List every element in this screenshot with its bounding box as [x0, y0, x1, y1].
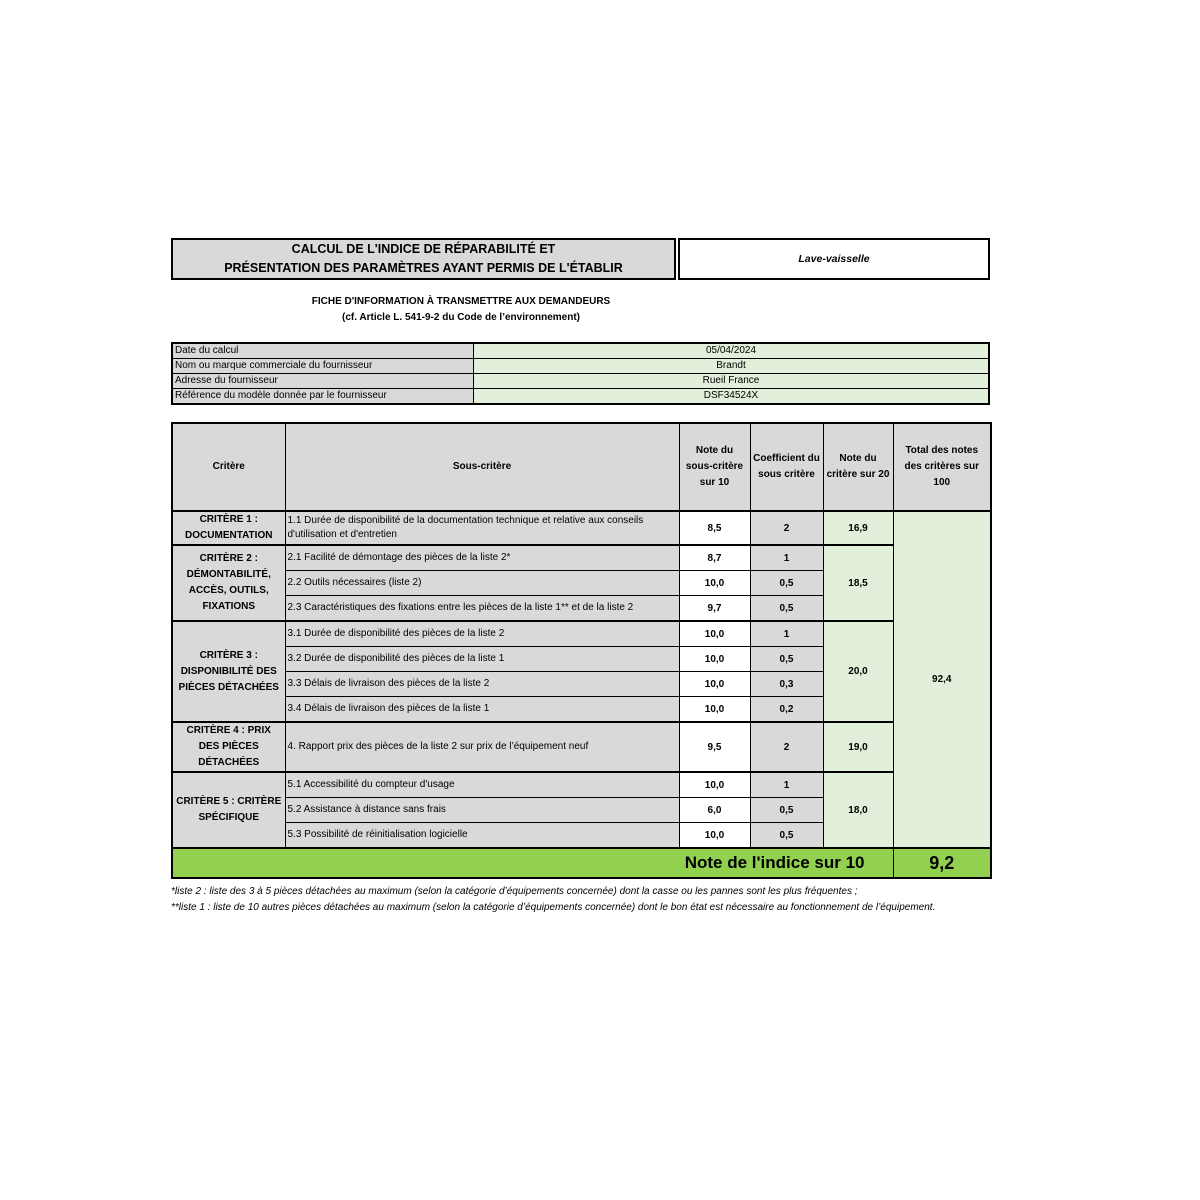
info-row: [172, 343, 989, 359]
header-note-sous-critere: Note du sous-critère sur 10: [679, 423, 750, 511]
header-sous-critere: Sous-critère: [285, 423, 679, 511]
index-footer-row: [172, 848, 991, 878]
header-total: Total des notes des critères sur 100: [893, 423, 991, 511]
table-header-row: [172, 423, 991, 511]
coefficient-cell: 0,5: [750, 596, 823, 622]
sous-critere-cell: 3.2 Durée de disponibilité des pièces de la liste 1: [285, 647, 679, 672]
critere-cell: CRITÈRE 2 : DÉMONTABILITÉ, ACCÈS, OUTILS, FIXATIONS: [172, 545, 285, 621]
note-sous-critere-cell: 10,0: [679, 772, 750, 798]
coefficient-cell: 0,5: [750, 647, 823, 672]
repairability-table: [171, 422, 992, 879]
info-label: Nom ou marque commerciale du fournisseur: [172, 359, 474, 374]
sous-critere-cell: 3.1 Durée de disponibilité des pièces de la liste 2: [285, 621, 679, 647]
info-row: [172, 374, 989, 389]
table-row: [172, 722, 991, 772]
sous-critere-cell: 5.1 Accessibilité du compteur d'usage: [285, 772, 679, 798]
info-value: Rueil France: [474, 374, 990, 389]
info-value: Brandt: [474, 359, 990, 374]
footnote-liste-1: **liste 1 : liste de 10 autres pièces détachées au maximum (selon la catégorie d’équipements concernée) dont le bon état est nécessaire au fonctionnement de l’équipement.: [171, 902, 936, 913]
note-critere-cell: 18,0: [823, 772, 893, 848]
footnote-liste-2: *liste 2 : liste des 3 à 5 pièces détachées au maximum (selon la catégorie d’équipements concernée) dont la casse ou les pannes sont les plus fréquentes ;: [171, 886, 858, 897]
sous-critere-cell: 2.2 Outils nécessaires (liste 2): [285, 571, 679, 596]
coefficient-cell: 0,3: [750, 672, 823, 697]
subtitle-line1: FICHE D'INFORMATION À TRANSMETTRE AUX DEMANDEURS: [311, 296, 611, 307]
sous-critere-cell: 1.1 Durée de disponibilité de la documentation technique et relative aux conseils d'utilisation et d'entretien: [285, 511, 679, 545]
note-sous-critere-cell: 9,5: [679, 722, 750, 772]
note-critere-cell: 19,0: [823, 722, 893, 772]
info-row: [172, 389, 989, 405]
subtitle: [171, 294, 751, 326]
index-value: 9,2: [893, 848, 991, 878]
sous-critere-cell: 5.3 Possibilité de réinitialisation logicielle: [285, 823, 679, 849]
info-value: 05/04/2024: [474, 343, 990, 359]
footnotes: [171, 884, 990, 916]
note-sous-critere-cell: 10,0: [679, 823, 750, 849]
note-sous-critere-cell: 10,0: [679, 621, 750, 647]
info-label: Date du calcul: [172, 343, 474, 359]
sous-critere-cell: 5.2 Assistance à distance sans frais: [285, 798, 679, 823]
header-title: [171, 238, 676, 280]
note-sous-critere-cell: 10,0: [679, 571, 750, 596]
note-critere-cell: 18,5: [823, 545, 893, 621]
note-sous-critere-cell: 10,0: [679, 672, 750, 697]
info-value: DSF34524X: [474, 389, 990, 405]
coefficient-cell: 0,5: [750, 798, 823, 823]
table-row: [172, 621, 991, 647]
product-type: Lave-vaisselle: [678, 238, 990, 280]
coefficient-cell: 1: [750, 545, 823, 571]
header: [171, 238, 990, 280]
total-cell: 92,4: [893, 511, 991, 848]
note-sous-critere-cell: 10,0: [679, 647, 750, 672]
coefficient-cell: 0,2: [750, 697, 823, 723]
supplier-info-table: [171, 342, 990, 405]
coefficient-cell: 0,5: [750, 571, 823, 596]
coefficient-cell: 1: [750, 621, 823, 647]
sous-critere-cell: 4. Rapport prix des pièces de la liste 2 sur prix de l’équipement neuf: [285, 722, 679, 772]
note-critere-cell: 16,9: [823, 511, 893, 545]
critere-cell: CRITÈRE 1 : DOCUMENTATION: [172, 511, 285, 545]
coefficient-cell: 2: [750, 722, 823, 772]
coefficient-cell: 0,5: [750, 823, 823, 849]
sous-critere-cell: 2.3 Caractéristiques des fixations entre les pièces de la liste 1** et de la liste 2: [285, 596, 679, 622]
sous-critere-cell: 3.3 Délais de livraison des pièces de la liste 2: [285, 672, 679, 697]
index-label: Note de l'indice sur 10: [172, 848, 893, 878]
header-title-line2: PRÉSENTATION DES PARAMÈTRES AYANT PERMIS DE L'ÉTABLIR: [224, 261, 623, 275]
sous-critere-cell: 3.4 Délais de livraison des pièces de la liste 1: [285, 697, 679, 723]
subtitle-line2: (cf. Article L. 541-9-2 du Code de l’environnement): [341, 312, 580, 323]
note-sous-critere-cell: 8,5: [679, 511, 750, 545]
coefficient-cell: 1: [750, 772, 823, 798]
header-critere: Critère: [172, 423, 285, 511]
header-coefficient: Coefficient du sous critère: [750, 423, 823, 511]
header-note-critere: Note du critère sur 20: [823, 423, 893, 511]
table-row: [172, 545, 991, 571]
header-title-line1: CALCUL DE L'INDICE DE RÉPARABILITÉ ET: [291, 242, 556, 256]
critere-cell: CRITÈRE 4 : PRIX DES PIÈCES DÉTACHÉES: [172, 722, 285, 772]
note-sous-critere-cell: 9,7: [679, 596, 750, 622]
info-label: Adresse du fournisseur: [172, 374, 474, 389]
note-sous-critere-cell: 6,0: [679, 798, 750, 823]
sous-critere-cell: 2.1 Facilité de démontage des pièces de la liste 2*: [285, 545, 679, 571]
critere-cell: CRITÈRE 3 : DISPONIBILITÉ DES PIÈCES DÉTACHÉES: [172, 621, 285, 722]
table-row: [172, 511, 991, 545]
note-sous-critere-cell: 10,0: [679, 697, 750, 723]
critere-cell: CRITÈRE 5 : CRITÈRE SPÉCIFIQUE: [172, 772, 285, 848]
info-row: [172, 359, 989, 374]
note-sous-critere-cell: 8,7: [679, 545, 750, 571]
note-critere-cell: 20,0: [823, 621, 893, 722]
coefficient-cell: 2: [750, 511, 823, 545]
info-label: Référence du modèle donnée par le fournisseur: [172, 389, 474, 405]
table-row: [172, 772, 991, 798]
